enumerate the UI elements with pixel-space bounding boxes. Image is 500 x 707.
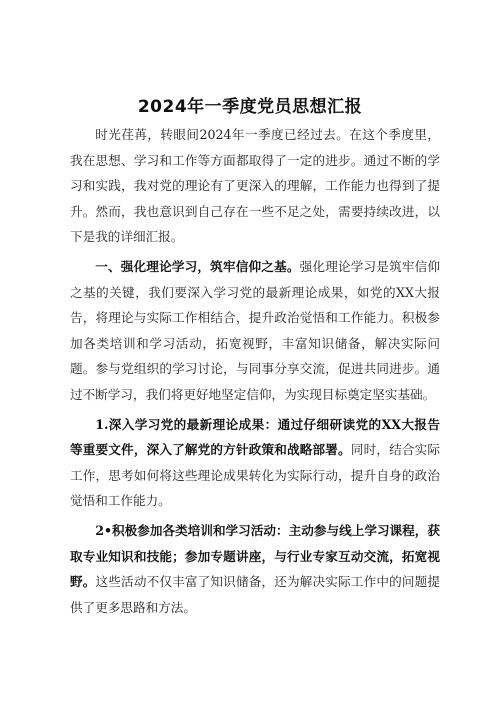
item-2-paragraph xyxy=(70,518,440,620)
document-body xyxy=(70,122,440,620)
item-1-lead: 1.深入学习党的最新理论成果：通过仔细研读党的XX大报告等重要文件，深入了解党的方针政策和战略部署。 xyxy=(70,416,440,458)
document-title: 2024年一季度党员思想汇报 xyxy=(137,97,363,117)
item-1-body: 同时，结合实际工作，思考如何将这些理论成果转化为实际行动，提升自身的政治觉悟和工作能力。 xyxy=(70,442,441,509)
section-1-body: 强化理论学习是筑牢信仰之基的关键，我们要深入学习党的最新理论成果，如党的XX大报告，将理论与实际工作相结合，提升政治觉悟和工作能力。积极参加各类培训和学习活动，拓宽视野，丰富知识储备，解决实际问题。参与党组织的学习讨论，与同事分享交流，促进共同进步。通过不断学习，我们将更好地坚定信仰，为实现目标奠定坚实基础。 xyxy=(70,258,441,402)
item-2-body: 这些活动不仅丰富了知识储备，还为解决实际工作中的问题提供了更多思路和方法。 xyxy=(70,574,441,615)
intro-paragraph: 时光荏苒，转眼间2024年一季度已经过去。在这个季度里，我在思想、学习和工作等方面都取得了一定的进步。通过不断的学习和实践，我对党的理论有了更深入的理解，工作能力也得到了提升。然而，我也意识到自己存在一些不足之处，需要持续改进，以下是我的详细汇报。 xyxy=(70,127,440,245)
section-1-paragraph xyxy=(70,254,440,408)
item-2-lead: 2•积极参加各类培训和学习活动：主动参与线上学习课程，获取专业知识和技能；参加专题讲座，与行业专家互动交流，拓宽视野。 xyxy=(70,522,440,590)
section-1-heading: 一、强化理论学习，筑牢信仰之基。 xyxy=(95,258,300,274)
item-1-paragraph xyxy=(70,412,440,514)
